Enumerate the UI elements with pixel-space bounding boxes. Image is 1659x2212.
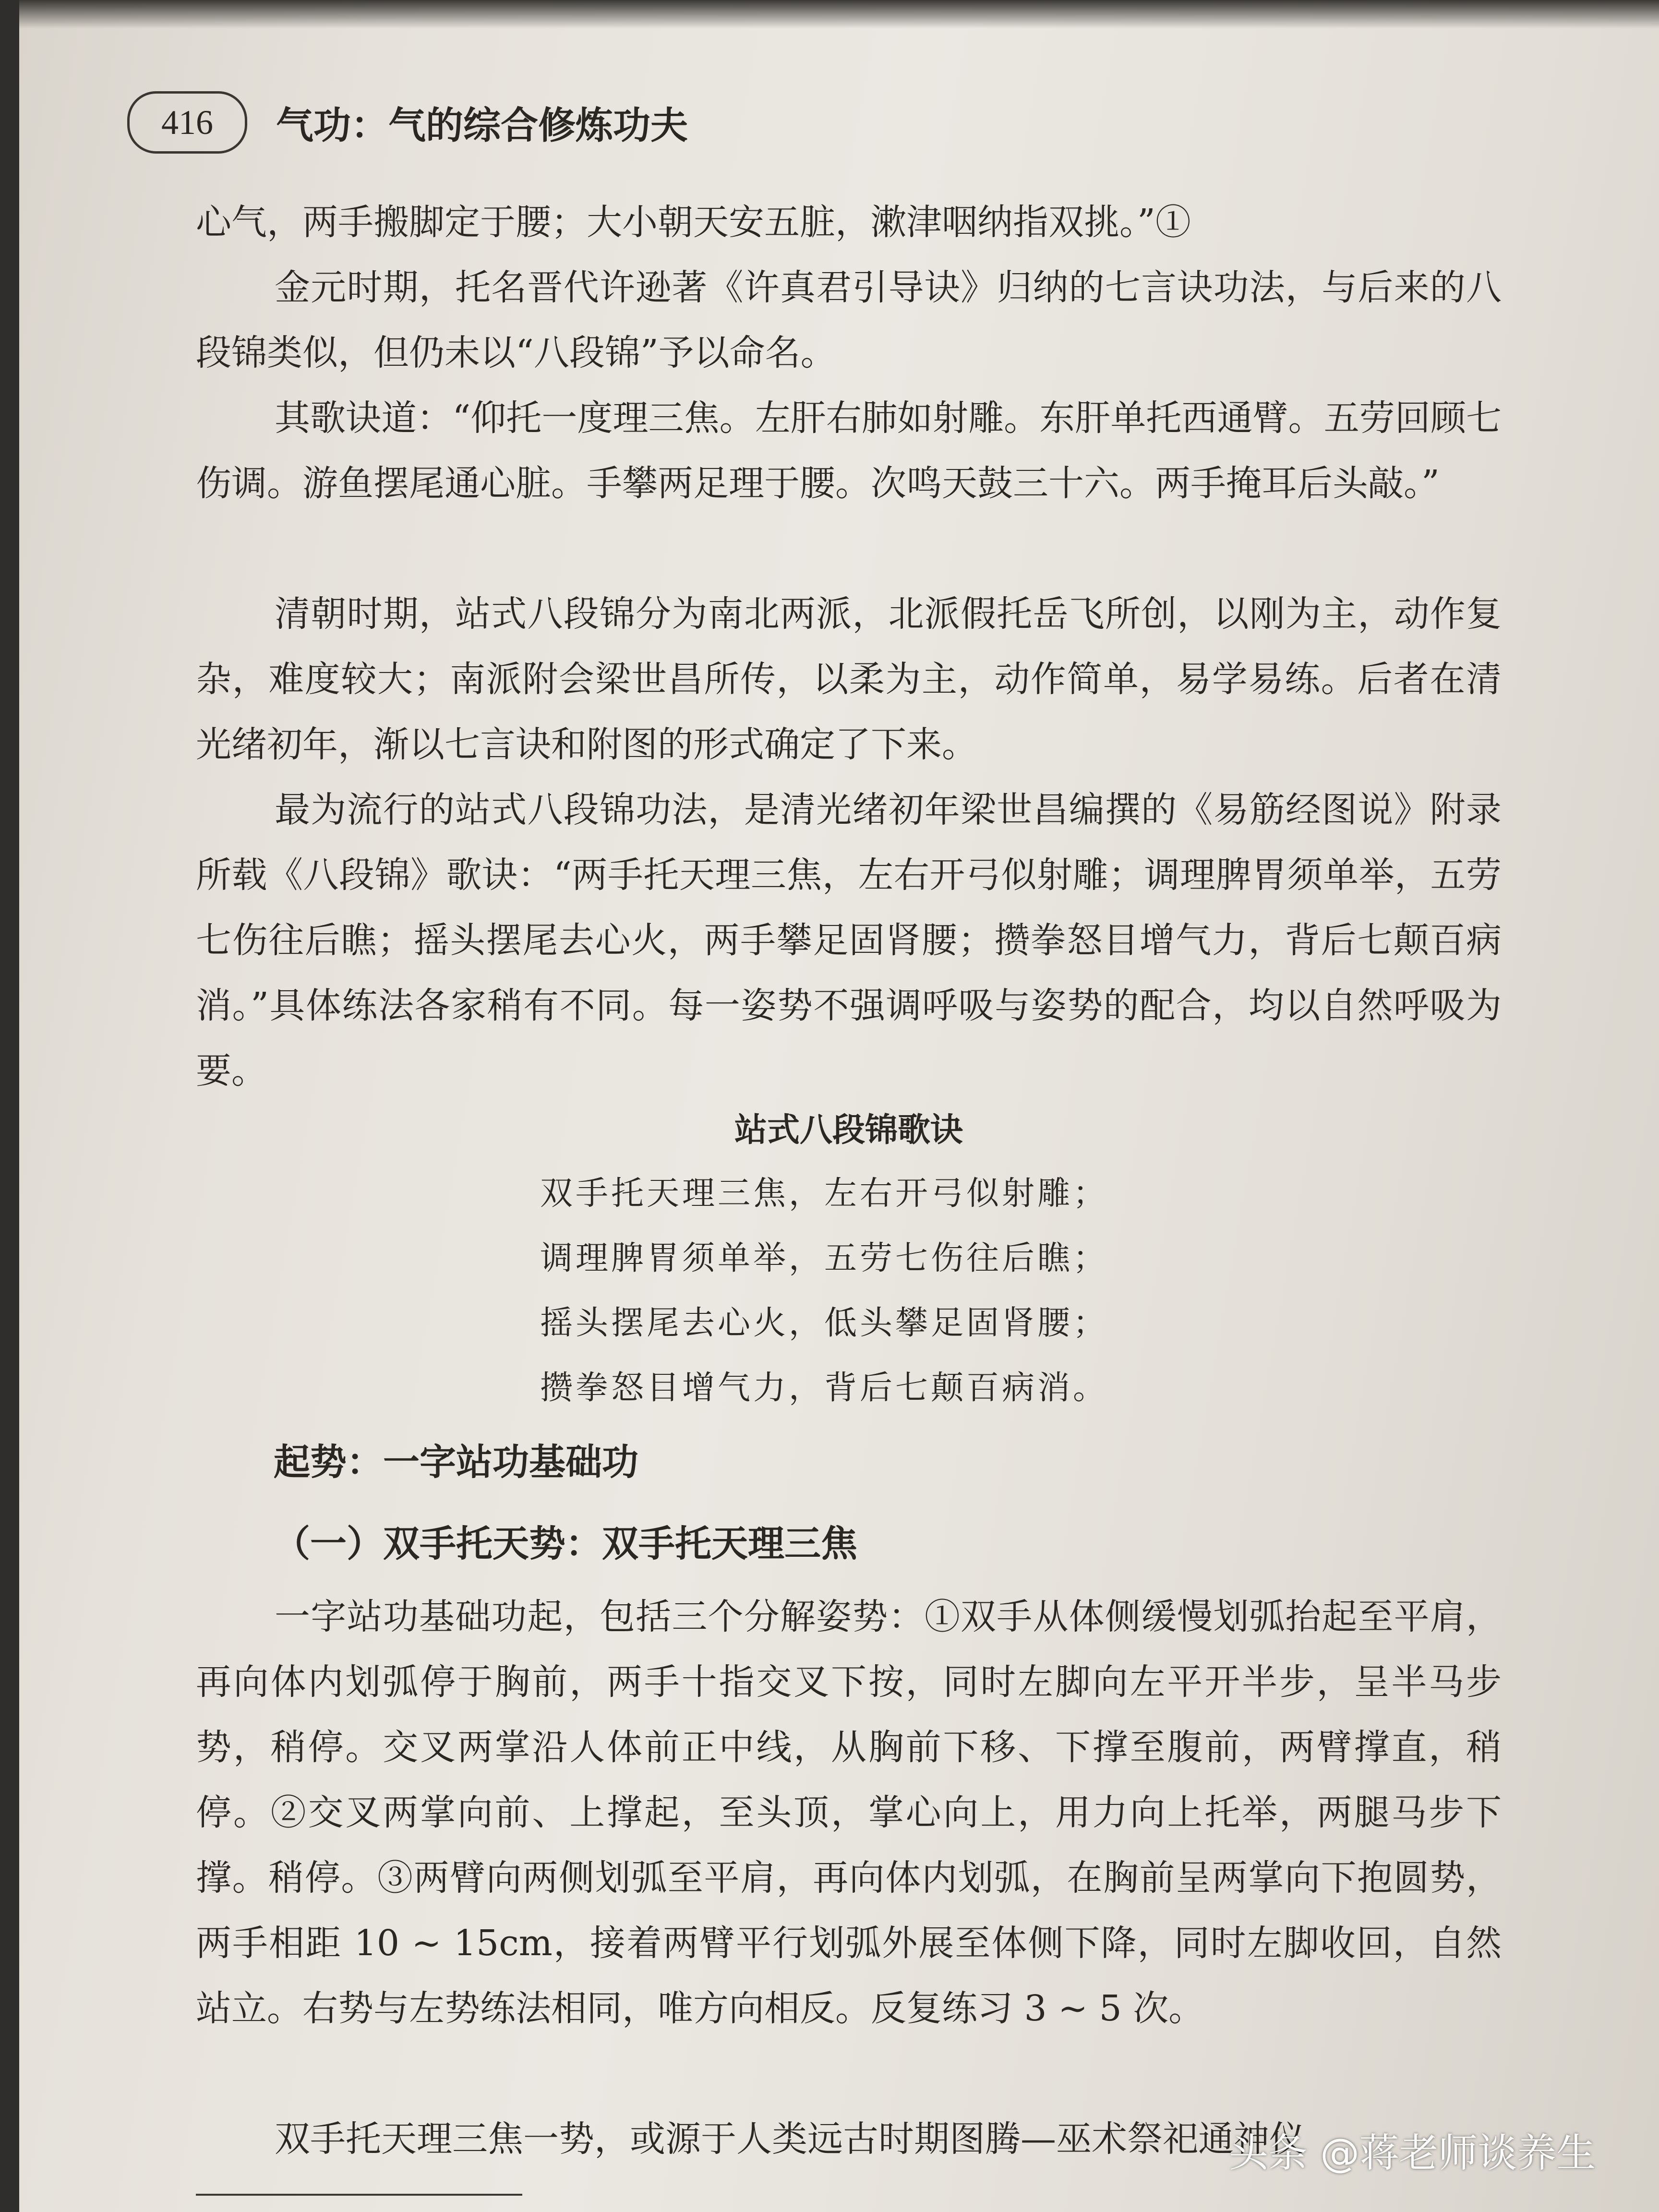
paragraph-gejue: 其歌诀道：“仰托一度理三焦。左肝右肺如射雕。东肝单托西通臂。五劳回顾七伤调。游鱼摆尾通心脏。手攀两足理于腰。次鸣天鼓三十六。两手掩耳后头敲。”: [196, 397, 1502, 504]
paragraph-origin: 双手托天理三焦一势，或源于人类远古时期图腾—巫术祭祀通神仪: [275, 2118, 1305, 2160]
poem-line: 摇头摆尾去心火，低头攀足固肾腰；: [540, 1304, 1109, 1342]
paragraph-jinyuan: 金元时期，托名晋代许逊著《许真君引导诀》归纳的七言诀功法，与后来的八段锦类似，但仍未以“八段锦”予以命名。: [196, 267, 1502, 373]
poem-line: 双手托天理三焦，左右开弓似射雕；: [540, 1175, 1109, 1213]
paragraph-method: 一字站功基础功起，包括三个分解姿势：①双手从体侧缓慢划弧抬起至平肩，再向体内划弧停于胸前，两手十指交叉下按，同时左脚向左平开半步，呈半马步势，稍停。交叉两掌沿人体前正中线，从胸前下移、下撑至腹前，两臂撑直，稍停。②交叉两掌向前、上撑起，至头顶，掌心向上，用力向上托举，两腿马步下撑。稍停。③两臂向两侧划弧至平肩，再向体内划弧，在胸前呈两掌向下抱圆势，两手相距 10 ~ 15cm，接着两臂平行划弧外展至体侧下降，同时左脚收回，自然站立。右势与左势练法相同，唯方向相反。反复练习 3 ~ 5 次。: [196, 1596, 1502, 2029]
paragraph-liuxing: 最为流行的站式八段锦功法，是清光绪初年梁世昌编撰的《易筋经图说》附录所载《八段锦》歌诀：“两手托天理三焦，左右开弓似射雕；调理脾胃须单举，五劳七伤往后瞧；摇头摆尾去心火，两手攀足固肾腰；攒拳怒目增气力，背后七颠百病消。”具体练法各家稍有不同。每一姿势不强调呼吸与姿势的配合，均以自然呼吸为要。: [196, 789, 1502, 1092]
poem-line: 调理脾胃须单举，五劳七伤往后瞧；: [540, 1239, 1109, 1277]
paragraph-continued: 心气，两手搬脚定于腰；大小朝天安五脏，漱津咽纳指双挑。”①: [196, 202, 1191, 243]
page-top-shadow: [19, 0, 1659, 29]
book-title: 气功：气的综合修炼功夫: [276, 104, 688, 147]
book-page: [19, 0, 1659, 2212]
page-number: 416: [127, 91, 247, 154]
poem-line: 攒拳怒目增气力，背后七颠百病消。: [540, 1369, 1109, 1407]
page-header: [127, 89, 688, 156]
section-heading-start: 起势：一字站功基础功: [274, 1441, 638, 1483]
footnote-divider: [196, 2194, 522, 2196]
section-heading-sub1: （一）双手托天势：双手托天理三焦: [274, 1522, 857, 1565]
poem-title: 站式八段锦歌诀: [734, 1111, 963, 1149]
paragraph-qingchao: 清朝时期，站式八段锦分为南北两派，北派假托岳飞所创，以刚为主，动作复杂，难度较大；南派附会梁世昌所传，以柔为主，动作简单，易学易练。后者在清光绪初年，渐以七言诀和附图的形式确定了下来。: [196, 593, 1502, 765]
watermark: 头条 @蒋老师谈养生: [1229, 2130, 1596, 2176]
